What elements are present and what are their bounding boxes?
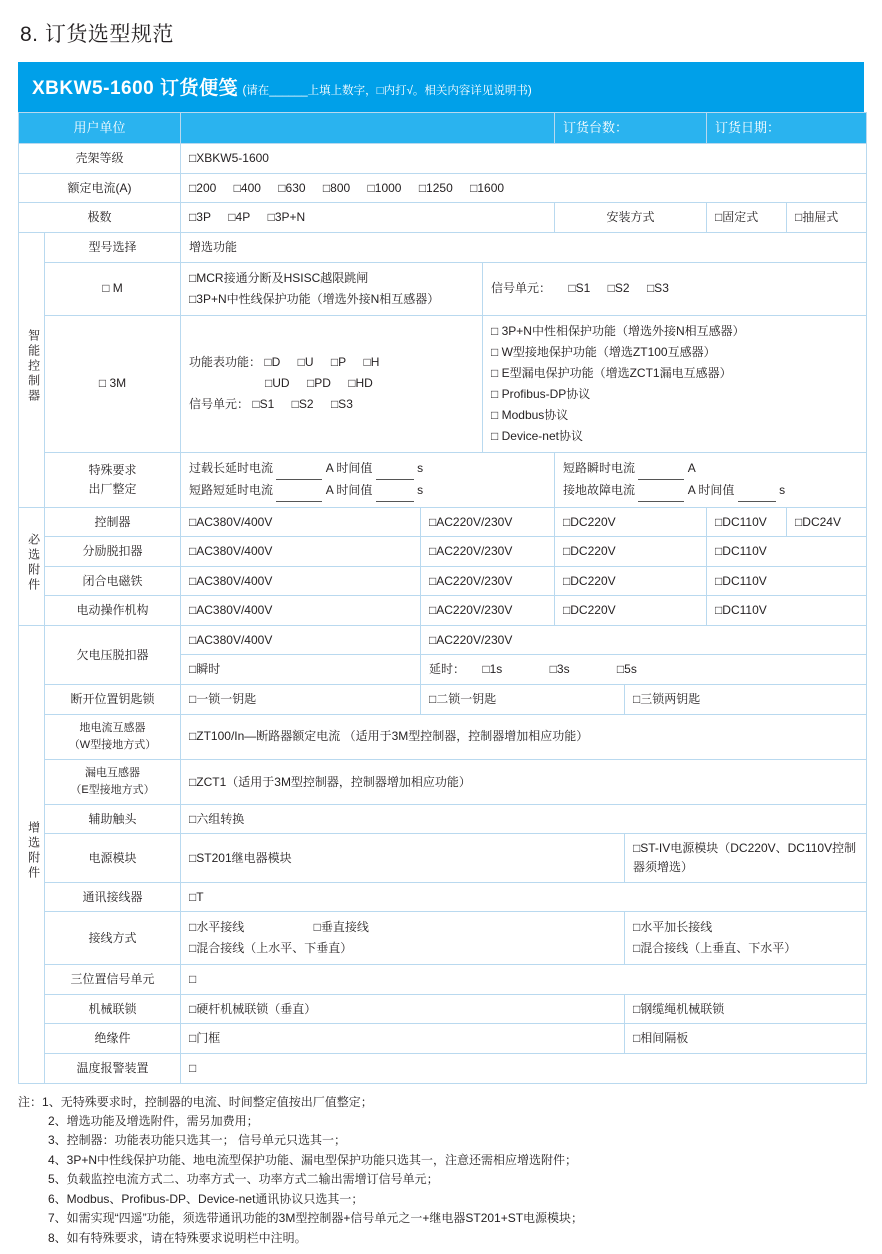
poles-option[interactable]: □3P — [189, 210, 211, 225]
required-option[interactable]: □AC380V/400V — [181, 566, 421, 596]
notes-prefix: 注： — [18, 1094, 43, 1109]
required-option[interactable]: □AC220V/230V — [421, 537, 555, 567]
row-controller-type — [19, 232, 867, 262]
poles-label: 极数 — [19, 203, 181, 233]
row-temp-alarm — [19, 1054, 867, 1084]
3m-signal-option[interactable]: □S2 — [291, 397, 314, 412]
current-option[interactable]: □200 — [189, 180, 217, 195]
poles-options[interactable] — [181, 203, 555, 233]
uv-label: 欠电压脱扣器 — [45, 625, 181, 684]
3m-func-option[interactable]: □U — [297, 355, 314, 370]
row-current — [19, 173, 867, 203]
3m-right-option[interactable]: □ Modbus协议 — [491, 407, 569, 422]
m-signal-label: 信号单元： — [491, 281, 552, 296]
row-required-controller — [19, 507, 867, 537]
banner-title: XBKW5-1600 订货便笺 — [32, 78, 238, 99]
notes-block — [18, 1093, 864, 1249]
controller-side-label: 智能控制器 — [19, 232, 45, 507]
lock-option[interactable]: □一锁一钥匙 — [181, 685, 421, 715]
required-option[interactable]: □DC24V — [787, 507, 867, 537]
zct-label: 漏电互感器 （E型接地方式） — [45, 759, 181, 804]
controller-m-line1[interactable]: □MCR接通分断及HSISC越限跳闸 — [189, 270, 369, 285]
row-mech-interlock — [19, 994, 867, 1024]
controller-m-functions[interactable] — [181, 262, 483, 315]
optional-side-label: 增选附件 — [19, 625, 45, 1083]
sp-r2-b: 时间值 — [698, 482, 735, 497]
m-signal-option[interactable]: □S2 — [607, 281, 630, 296]
header-user-unit-value — [181, 113, 555, 144]
wiring-label: 接线方式 — [45, 912, 181, 965]
current-option[interactable]: □800 — [322, 180, 351, 195]
wiring-option[interactable]: □水平加长接线 — [633, 920, 713, 935]
current-label: 额定电流(A) — [19, 173, 181, 203]
required-label: 电动操作机构 — [45, 596, 181, 626]
row-three-position — [19, 965, 867, 995]
insul-left[interactable]: □门框 — [181, 1024, 625, 1054]
3m-right-option[interactable]: □ Profibus-DP协议 — [491, 386, 591, 401]
required-option[interactable]: □DC110V — [707, 537, 867, 567]
section-number: 8. — [20, 23, 39, 46]
current-option[interactable]: □1600 — [470, 180, 505, 195]
controller-m-signal[interactable] — [483, 262, 867, 315]
note-line: 5、负载监控电流方式二、功率方式一、功率方式二输出需增订信号单元； — [48, 1172, 439, 1187]
tri-label: 三位置信号单元 — [45, 965, 181, 995]
3m-right-option[interactable]: □ E型漏电保护功能（增选ZCT1漏电互感器） — [491, 365, 732, 380]
current-option[interactable]: □1250 — [418, 180, 453, 195]
banner — [18, 62, 864, 112]
3m-func-option[interactable]: □H — [363, 355, 380, 370]
banner-subtitle: (请在______上填上数字，□内打√。相关内容详见说明书) — [242, 85, 532, 97]
sp-l2-unit1: A — [325, 482, 334, 497]
row-key-lock — [19, 685, 867, 715]
ct-label: 地电流互感器 （W型接地方式） — [45, 714, 181, 759]
row-comm-connector — [19, 882, 867, 912]
wiring-option[interactable]: □垂直接线 — [313, 920, 369, 935]
3m-func-label: 功能表功能： — [189, 355, 262, 370]
uv-option[interactable]: □AC220V/230V — [421, 625, 867, 655]
power-label: 电源模块 — [45, 834, 181, 882]
section-title: 订货选型规范 — [44, 23, 174, 46]
uv-option[interactable]: □AC380V/400V — [181, 625, 421, 655]
required-option[interactable]: □AC380V/400V — [181, 507, 421, 537]
sp-l2-a: 短路短延时电流 — [189, 482, 274, 497]
sp-l1-b: 时间值 — [336, 460, 373, 475]
3m-signal-option[interactable]: □S1 — [252, 397, 275, 412]
temp-label: 温度报警装置 — [45, 1054, 181, 1084]
frame-label: 壳架等级 — [19, 144, 181, 174]
row-special-settings — [19, 452, 867, 507]
sp-l2-b: 时间值 — [336, 482, 373, 497]
aux-value[interactable]: □六组转换 — [181, 804, 867, 834]
note-line — [18, 1093, 864, 1112]
sp-l1-a: 过载长延时电流 — [189, 460, 274, 475]
temp-value[interactable]: □ — [181, 1054, 867, 1084]
row-controller-m — [19, 262, 867, 315]
lock-label: 断开位置钥匙锁 — [45, 685, 181, 715]
controller-m-label[interactable]: □ M — [45, 262, 181, 315]
required-option[interactable]: □AC220V/230V — [421, 507, 555, 537]
mech-right[interactable]: □钢缆绳机械联锁 — [625, 994, 867, 1024]
sp-r2-a: 接地故障电流 — [563, 482, 636, 497]
3m-func-option[interactable]: □D — [264, 355, 281, 370]
3m-func-option[interactable]: □UD — [265, 376, 290, 391]
sp-l1-unit1: A — [325, 460, 334, 475]
insul-label: 绝缘件 — [45, 1024, 181, 1054]
row-frame — [19, 144, 867, 174]
required-option[interactable]: □AC380V/400V — [181, 596, 421, 626]
row-ground-ct — [19, 714, 867, 759]
page-title — [18, 10, 864, 62]
uv-delay-label: 延时： — [429, 662, 466, 677]
3m-func-option[interactable]: □HD — [348, 376, 373, 391]
controller-3m-protocols[interactable] — [483, 315, 867, 452]
uv-delay-option[interactable]: □1s — [482, 662, 503, 677]
uv-delay-option[interactable]: □3s — [549, 662, 570, 677]
install-fixed[interactable]: □固定式 — [707, 203, 787, 233]
sp-l1-input1[interactable] — [276, 458, 322, 480]
row-controller-3m — [19, 315, 867, 452]
wiring-right[interactable] — [625, 912, 867, 965]
note-text: 1、无特殊要求时，控制器的电流、时间整定值按出厂值整定； — [42, 1094, 373, 1109]
mech-label: 机械联锁 — [45, 994, 181, 1024]
row-insulation — [19, 1024, 867, 1054]
row-leakage-ct — [19, 759, 867, 804]
row-power-module — [19, 834, 867, 882]
required-option[interactable]: □AC380V/400V — [181, 537, 421, 567]
wiring-option[interactable]: □水平接线 — [189, 920, 245, 935]
uv-delay[interactable] — [421, 655, 867, 685]
required-option[interactable]: □DC110V — [707, 566, 867, 596]
lock-option[interactable]: □三锁两钥匙 — [625, 685, 867, 715]
sp-l2-unit2: s — [417, 482, 424, 497]
row-wiring — [19, 912, 867, 965]
required-option[interactable]: □DC220V — [555, 537, 707, 567]
required-option[interactable]: □AC220V/230V — [421, 596, 555, 626]
tri-value[interactable]: □ — [181, 965, 867, 995]
note-line: 8、如有特殊要求，请在特殊要求说明栏中注明。 — [48, 1230, 307, 1245]
required-side-label: 必选附件 — [19, 507, 45, 625]
special-right[interactable] — [555, 452, 867, 507]
note-line: 3、控制器：功能表功能只选其一； 信号单元只选其一； — [48, 1133, 347, 1148]
row-poles — [19, 203, 867, 233]
special-label: 特殊要求 出厂整定 — [45, 452, 181, 507]
note-line: 6、Modbus、Profibus-DP、Device-net通讯协议只选其一； — [48, 1191, 364, 1206]
required-option[interactable]: □DC110V — [707, 596, 867, 626]
header-qty: 订货台数： — [555, 113, 707, 144]
wiring-option[interactable]: □混合接线（上垂直、下水平） — [633, 941, 797, 956]
sp-r2-unit2: s — [779, 482, 786, 497]
sp-r1-unit: A — [687, 460, 696, 475]
3m-signal-option[interactable]: □S3 — [330, 397, 353, 412]
ct-value[interactable]: □ZT100/In—断路器额定电流 （适用于3M型控制器，控制器增加相应功能） — [181, 714, 867, 759]
special-left[interactable] — [181, 452, 555, 507]
sp-r1-a: 短路瞬时电流 — [563, 460, 636, 475]
insul-right[interactable]: □相间隔板 — [625, 1024, 867, 1054]
install-label: 安装方式 — [555, 203, 707, 233]
sp-r2-unit1: A — [687, 482, 696, 497]
3m-right-option[interactable]: □ Device-net协议 — [491, 428, 583, 443]
note-line: 4、3P+N中性线保护功能、地电流型保护功能、漏电型保护功能只选其一，注意还需相应增选附件； — [48, 1152, 578, 1167]
m-signal-option[interactable]: □S1 — [568, 281, 591, 296]
current-option[interactable]: □630 — [278, 180, 306, 195]
sp-l1-unit2: s — [417, 460, 424, 475]
poles-option[interactable]: □3P+N — [267, 210, 306, 225]
header-date: 订货日期： — [707, 113, 867, 144]
3m-signal-label: 信号单元： — [189, 397, 250, 412]
power-right[interactable]: □ST-IV电源模块（DC220V、DC110V控制器须增选） — [625, 834, 867, 882]
controller-type-value: 增选功能 — [181, 232, 867, 262]
aux-label: 辅助触头 — [45, 804, 181, 834]
mech-left[interactable]: □硬杆机械联锁（垂直） — [181, 994, 625, 1024]
power-left[interactable]: □ST201继电器模块 — [181, 834, 625, 882]
controller-m-line2[interactable]: □3P+N中性线保护功能（增选外接N相互感器） — [189, 291, 440, 306]
current-option[interactable]: □400 — [233, 180, 261, 195]
sp-r2-input1[interactable] — [638, 480, 684, 502]
required-option[interactable]: □DC220V — [555, 507, 707, 537]
wiring-left[interactable] — [181, 912, 625, 965]
frame-value[interactable]: □XBKW5-1600 — [181, 144, 867, 174]
row-uv-release — [19, 625, 867, 655]
required-option[interactable]: □DC110V — [707, 507, 787, 537]
sp-r2-input2[interactable] — [738, 480, 776, 502]
comm-value[interactable]: □T — [181, 882, 867, 912]
comm-label: 通讯接线器 — [45, 882, 181, 912]
poles-option[interactable]: □4P — [228, 210, 251, 225]
3m-right-option[interactable]: □ W型接地保护功能（增选ZT100互感器） — [491, 344, 716, 359]
controller-3m-functions[interactable] — [181, 315, 483, 452]
note-line: 2、增选功能及增选附件，需另加费用； — [48, 1114, 259, 1129]
header-user-unit: 用户单位 — [19, 113, 181, 144]
required-option[interactable]: □DC220V — [555, 596, 707, 626]
required-option[interactable]: □DC220V — [555, 566, 707, 596]
sp-r1-input[interactable] — [638, 458, 684, 480]
required-option[interactable]: □AC220V/230V — [421, 566, 555, 596]
uv-instant[interactable]: □瞬时 — [181, 655, 421, 685]
table-header-row — [19, 113, 867, 144]
row-required-closing — [19, 566, 867, 596]
controller-3m-label[interactable]: □ 3M — [45, 315, 181, 452]
install-drawer[interactable]: □抽屉式 — [787, 203, 867, 233]
row-aux-contact — [19, 804, 867, 834]
sp-l2-input2[interactable] — [376, 480, 414, 502]
row-required-motor — [19, 596, 867, 626]
required-label: 闭合电磁铁 — [45, 566, 181, 596]
sp-l1-input2[interactable] — [376, 458, 414, 480]
uv-delay-option[interactable]: □5s — [616, 662, 637, 677]
sp-l2-input1[interactable] — [276, 480, 322, 502]
required-label: 控制器 — [45, 507, 181, 537]
m-signal-option[interactable]: □S3 — [646, 281, 669, 296]
order-form-table — [18, 112, 867, 1084]
current-option[interactable]: □1000 — [367, 180, 402, 195]
wiring-option[interactable]: □混合接线（上水平、下垂直） — [189, 941, 353, 956]
3m-right-option[interactable]: □ 3P+N中性相保护功能（增选外接N相互感器） — [491, 323, 745, 338]
row-required-shunt — [19, 537, 867, 567]
zct-value[interactable]: □ZCT1（适用于3M型控制器，控制器增加相应功能） — [181, 759, 867, 804]
controller-type-label: 型号选择 — [45, 232, 181, 262]
required-label: 分励脱扣器 — [45, 537, 181, 567]
3m-func-option[interactable]: □P — [330, 355, 347, 370]
current-options[interactable] — [181, 173, 867, 203]
lock-option[interactable]: □二锁一钥匙 — [421, 685, 625, 715]
3m-func-option[interactable]: □PD — [306, 376, 331, 391]
note-line: 7、如需实现“四遥”功能，须选带通讯功能的3M型控制器+信号单元之一+继电器ST201+ST电源模块； — [48, 1211, 584, 1226]
